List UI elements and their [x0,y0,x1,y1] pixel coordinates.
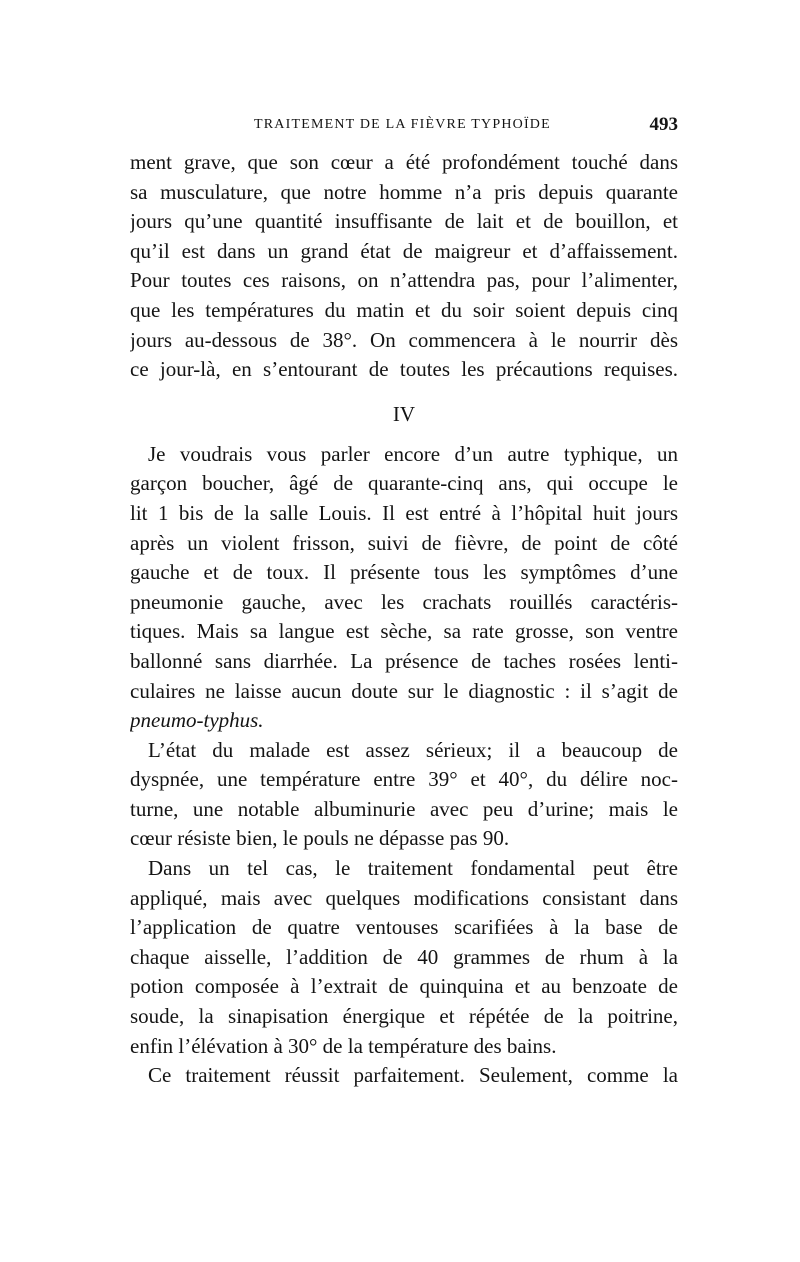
text-line: Ce traitement réussit parfaitement. Seulement, comme la [148,1063,678,1088]
text-line: L’état du malade est assez sérieux; il a beaucoup de [148,737,678,762]
text-line: pneumonie gauche, avec les crachats rouillés caractéris- [130,589,678,614]
text-line: qu’il est dans un grand état de maigreur et d’affaissement. [130,238,678,263]
text-line: dyspnée, une température entre 39° et 40°, du délire noc- [130,767,678,792]
text-line: turne, une notable albuminurie avec peu d’urine; mais le [130,796,678,821]
body-text [130,148,678,1091]
text-line: ment grave, que son cœur a été profondément touché dans [130,150,678,174]
text-line: potion composée à l’extrait de quinquina et au benzoate de [130,974,678,999]
section-heading: IV [392,401,416,426]
running-title: TRAITEMENT DE LA FIÈVRE TYPHOÏDE [254,117,551,132]
text-line: jours qu’une quantité insuffisante de lait et de bouillon, et [130,209,678,234]
text-line: pneumo-typhus. [130,708,264,733]
text-line: cœur résiste bien, le pouls ne dépasse pas 90. [130,826,510,851]
text-line: sa musculature, que notre homme n’a pris depuis quarante [130,179,678,204]
text-line: soude, la sinapisation énergique et répétée de la poitrine, [130,1004,678,1029]
text-line: chaque aisselle, l’addition de 40 grammes de rhum à la [130,944,678,969]
text-line: tiques. Mais sa langue est sèche, sa rate grosse, son ventre [130,619,678,644]
text-line: l’application de quatre ventouses scarifiées à la base de [130,915,678,940]
text-line: culaires ne laisse aucun doute sur le diagnostic : il s’agit de [130,678,678,703]
running-head [130,114,678,139]
text-line: ballonné sans diarrhée. La présence de taches rosées lenti- [130,648,678,673]
text-line: lit 1 bis de la salle Louis. Il est entré à l’hôpital huit jours [130,500,678,525]
text-line: que les températures du matin et du soir soient depuis cinq [130,297,678,322]
text-line: enfin l’élévation à 30° de la température des bains. [130,1033,557,1058]
text-line: Dans un tel cas, le traitement fondamental peut être [148,856,678,881]
text-line: appliqué, mais avec quelques modifications consistant dans [130,885,678,910]
text-line: Pour toutes ces raisons, on n’attendra pas, pour l’alimenter, [130,268,678,293]
text-line: jours au-dessous de 38°. On commencera à le nourrir dès [130,327,678,352]
text-line: Je voudrais vous parler encore d’un autre typhique, un [148,441,678,466]
page-number: 493 [649,114,678,135]
text-line: ce jour-là, en s’entourant de toutes les précautions requises. [130,357,678,382]
text-line: garçon boucher, âgé de quarante-cinq ans, qui occupe le [130,471,678,496]
text-line: gauche et de toux. Il présente tous les symptômes d’une [130,560,678,585]
text-line: après un violent frisson, suivi de fièvre, de point de côté [130,530,678,555]
